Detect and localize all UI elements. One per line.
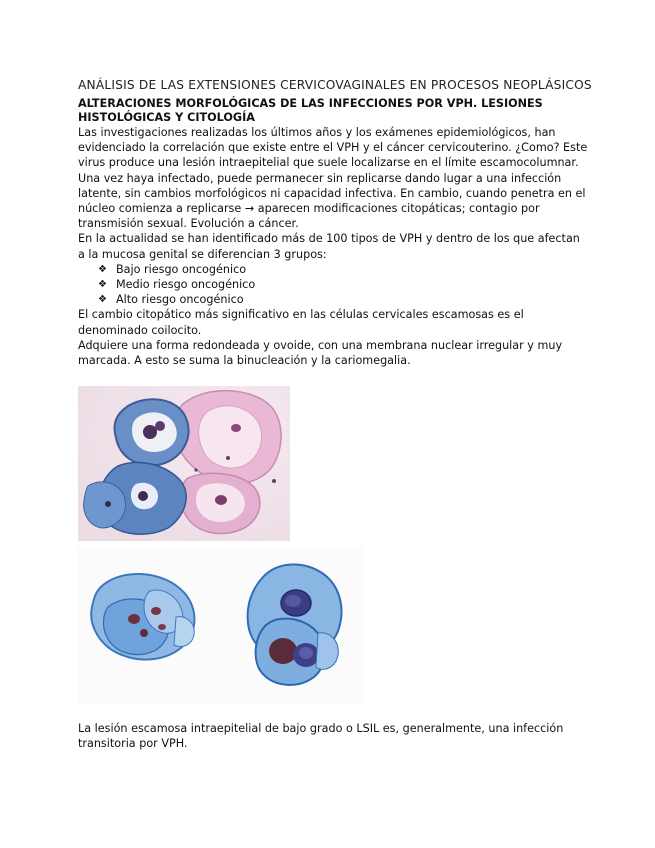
paragraph: Una vez haya infectado, puede permanecer sin replicarse dando lugar a una infección latente, sin cambios morfológicos ni capacidad infectiva. En cambio, cuando penetra en el núcleo comienza a replicarse → aparecen modificaciones citopáticas; contagio por transmisión sexual. Evolución a cáncer. xyxy=(78,171,586,231)
list-item xyxy=(98,262,588,277)
diamond-bullet-icon: ❖ xyxy=(98,263,107,275)
list-item-label: Alto riesgo oncogénico xyxy=(116,293,244,307)
list-item-label: Medio riesgo oncogénico xyxy=(116,278,256,292)
diamond-bullet-icon: ❖ xyxy=(98,294,107,306)
paragraph: Las investigaciones realizadas los últimos años y los exámenes epidemiológicos, han evidenciado la correlación que existe entre el VPH y el cáncer cervicouterino. ¿Como? Este virus produce una lesión intraepitelial que suele localizarse en el límite escamocolumnar. xyxy=(78,126,588,170)
document-body xyxy=(78,78,592,368)
paragraph: En la actualidad se han identificado más de 100 tipos de VPH y dentro de los que afectan a la mucosa genital se diferencian 3 grupos: xyxy=(78,232,580,261)
list-item-label: Bajo riesgo oncogénico xyxy=(116,262,247,276)
section-title: ANÁLISIS DE LAS EXTENSIONES CERVICOVAGINALES EN PROCESOS NEOPLÁSICOS xyxy=(78,78,592,92)
paragraph: Adquiere una forma redondeada y ovoide, con una membrana nuclear irregular y muy marcada. A esto se suma la binucleación y la cariomegalia. xyxy=(78,338,563,368)
list-item xyxy=(98,277,588,292)
subsection-title: ALTERACIONES MORFOLÓGICAS DE LAS INFECCIONES POR VPH. LESIONES HISTOLÓGICAS Y CITOLOGÍA xyxy=(78,97,543,124)
closing-paragraph: La lesión escamosa intraepitelial de bajo grado o LSIL es, generalmente, una infección transitoria por VPH. xyxy=(78,722,564,751)
list-item xyxy=(98,292,588,307)
paragraph: El cambio citopático más significativo en las células cervicales escamosas es el denominado coilocito. xyxy=(78,308,524,337)
risk-groups-list xyxy=(78,262,588,308)
cytology-micrograph-binucleation xyxy=(78,547,363,703)
cytology-micrograph-koilocytes xyxy=(78,386,290,541)
diamond-bullet-icon: ❖ xyxy=(98,279,107,291)
